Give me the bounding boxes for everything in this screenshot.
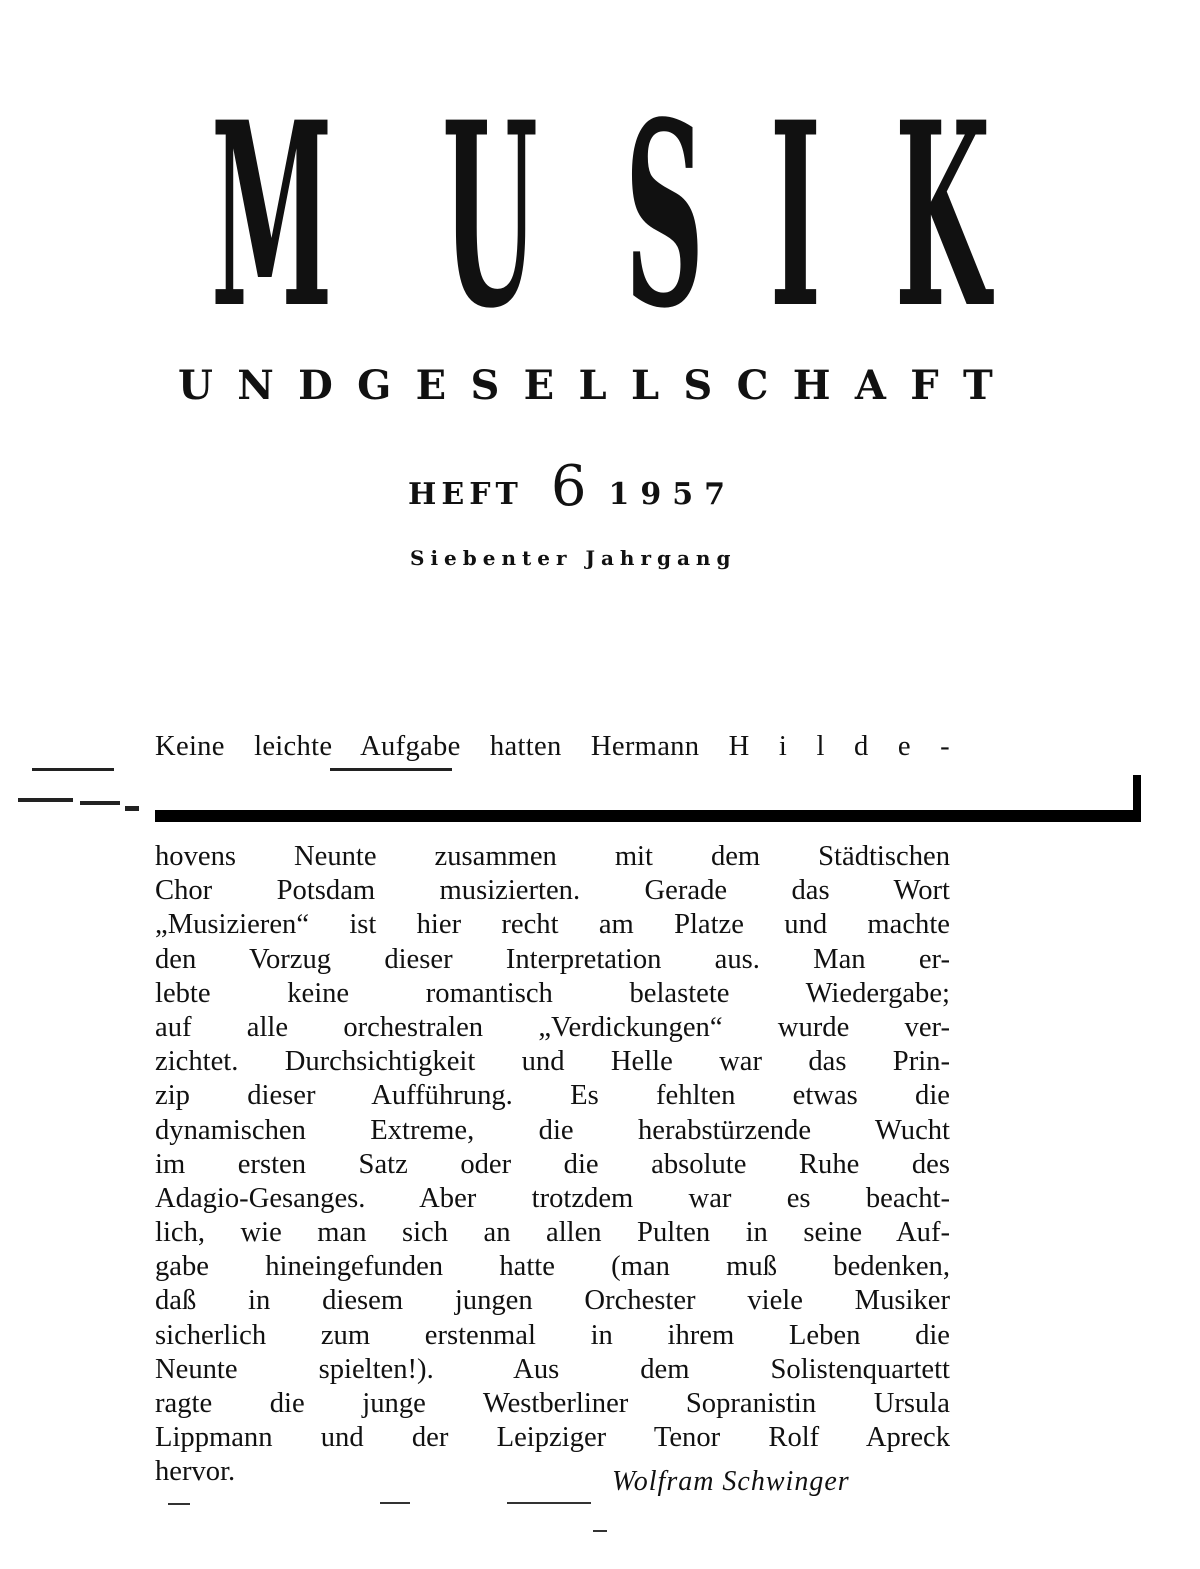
issue-volume: Siebenter Jahrgang	[410, 546, 737, 570]
article-line: lich, wie man sich an allen Pulten in seine Auf-	[155, 1217, 950, 1249]
subtitle-letter: F	[910, 362, 939, 409]
masthead-letter: S	[625, 66, 705, 364]
article-line: den Vorzug dieser Interpretation aus. Man er-	[155, 943, 950, 975]
subtitle-letter: U	[178, 362, 213, 409]
margin-mark	[125, 806, 139, 811]
subtitle-letter: D	[298, 362, 333, 409]
article-line: Adagio-Gesanges. Aber trotzdem war es beacht-	[155, 1182, 950, 1214]
subtitle-letter: S	[470, 362, 500, 409]
article-line: „Musizieren“ ist hier recht am Platze und machte	[155, 909, 950, 941]
article-line: auf alle orchestralen „Verdickungen“ wurde ver-	[155, 1011, 950, 1043]
article-line: lebte keine romantisch belastete Wiedergabe;	[155, 977, 950, 1009]
scan-dash	[593, 1530, 607, 1532]
subtitle-letter: G	[357, 362, 392, 409]
subtitle-letter: E	[415, 362, 447, 409]
obscured-line	[155, 770, 950, 840]
scan-dash	[380, 1502, 410, 1504]
scan-dash	[507, 1502, 591, 1504]
article-line: hervor.	[155, 1456, 236, 1488]
masthead-title	[150, 66, 1030, 364]
article-line: Neunte spielten!). Aus dem Solistenquartett	[155, 1353, 950, 1385]
scan-rule-end	[1133, 775, 1141, 822]
article-body	[155, 730, 950, 1490]
article-line: zip dieser Aufführung. Es fehlten etwas die	[155, 1080, 950, 1112]
masthead-letter: K	[895, 66, 991, 364]
subtitle-letter: S	[683, 362, 713, 409]
subtitle-letter: C	[736, 362, 769, 409]
scan-dash	[168, 1503, 190, 1505]
article-line: ragte die junge Westberliner Sopranistin Ursula	[155, 1388, 950, 1419]
article-author: Wolfram Schwinger	[612, 1466, 850, 1497]
subtitle-letter: L	[630, 362, 660, 409]
subtitle-letter: T	[963, 362, 993, 409]
issue-line	[408, 454, 736, 519]
article-line: Keine leichte Aufgabe hatten Hermann H i l d e -	[155, 731, 950, 762]
subtitle-letter: E	[523, 362, 555, 409]
article-line: sicherlich zum erstenmal in ihrem Leben die	[155, 1319, 950, 1351]
masthead-letter: M	[210, 66, 333, 364]
issue-year: 1957	[608, 477, 736, 513]
masthead-letter: U	[441, 66, 538, 364]
margin-mark	[32, 768, 114, 771]
article-line: gabe hineingefunden hatte (man muß bedenken,	[155, 1251, 950, 1283]
article-line: Lippmann und der Leipziger Tenor Rolf Apreck	[155, 1422, 950, 1454]
subtitle-letter: L	[578, 362, 607, 409]
article-line: dynamischen Extreme, die herabstürzende Wucht	[155, 1114, 950, 1146]
margin-mark	[18, 798, 73, 802]
subtitle-letter: N	[237, 362, 274, 409]
article-line: Chor Potsdam musizierten. Gerade das Wort	[155, 875, 950, 907]
article-line: hovens Neunte zusammen mit dem Städtischen	[155, 841, 950, 872]
margin-mark	[80, 801, 120, 805]
issue-label: HEFT	[408, 477, 523, 513]
article-line: daß in diesem jungen Orchester viele Musiker	[155, 1285, 950, 1317]
article-line: im ersten Satz oder die absolute Ruhe des	[155, 1148, 950, 1180]
article-line: zichtet. Durchsichtigkeit und Helle war das Prin-	[155, 1046, 950, 1078]
issue-number: 6	[550, 454, 587, 519]
subtitle-letter: H	[792, 362, 831, 409]
subtitle-letter: A	[854, 362, 886, 409]
masthead-letter: I	[770, 66, 822, 364]
masthead-subtitle	[178, 362, 993, 409]
